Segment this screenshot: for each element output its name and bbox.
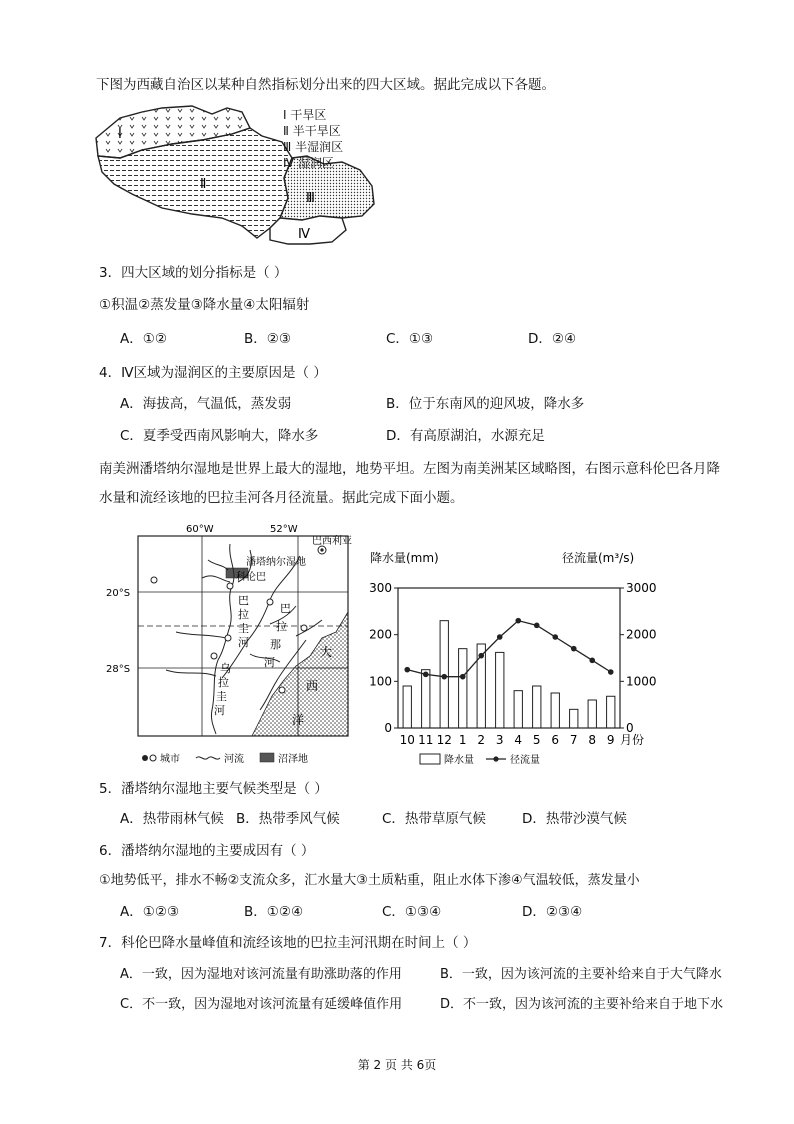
q5-stem: 5．潘塔纳尔湿地主要气候类型是（ ） [99,781,328,797]
q3-items: ①积温②蒸发量③降水量④太阳辐射 [99,297,310,313]
runoff-point [478,653,484,659]
label-paraguay-1: 巴 [238,594,249,607]
q3-option-a[interactable]: A．①② [120,331,167,347]
x-tick-label: 2 [477,733,486,747]
precip-bar [588,700,596,728]
runoff-point [515,618,521,624]
x-tick-label: 5 [532,733,541,747]
precip-bar [403,686,411,728]
runoff-point [460,674,466,680]
region-label-iii: Ⅲ [306,191,315,206]
region-label-ii: Ⅱ [200,177,207,192]
region-label-iv: Ⅳ [298,227,310,242]
left-tick-label: 0 [384,721,392,735]
chart-plot-frame [398,588,620,728]
label-atlantic-2: 西 [306,679,319,693]
lat-label-20s: 20°S [106,588,131,599]
runoff-point [497,634,503,640]
precip-bar [422,670,430,728]
left-tick-label: 300 [369,581,392,595]
precip-bar [551,693,559,728]
right-tick-label: 3000 [626,581,657,595]
label-paraguay-3: 圭 [238,622,249,635]
region-label-i: Ⅰ [118,127,122,142]
city-corumba [227,583,233,589]
x-tick-label: 3 [495,733,504,747]
x-tick-label: 11 [418,733,434,747]
q4-option-c[interactable]: C．夏季受西南风影响大，降水多 [120,428,319,444]
q5-option-d[interactable]: D．热带沙漠气候 [522,811,627,827]
chart-legend-precip: 降水量 [444,755,474,766]
label-uruguay-4: 河 [214,704,225,717]
label-paraguay-4: 河 [238,636,249,649]
intro-text-1: 下图为西藏自治区以某种自然指标划分出来的四大区域。据此完成以下各题。 [96,77,555,93]
legend-wetland: 沼泽地 [278,754,308,765]
label-pantanal: 潘塔纳尔湿地 [246,557,306,568]
intro-text-2-line2: 水量和流经该地的巴拉圭河各月径流量。据此完成下面小题。 [99,490,464,506]
page-footer: 第 2 页 共 6页 [357,1058,437,1072]
runoff-point [423,672,429,678]
q7-stem: 7．科伦巴降水量峰值和流经该地的巴拉圭河汛期在时间上（ ） [99,935,477,951]
tibet-legend-1: Ⅰ 干旱区 [283,108,327,122]
q4-stem: 4．Ⅳ区域为湿润区的主要原因是（ ） [99,365,327,381]
label-corumba: 科伦巴 [236,572,266,583]
q6-items: ①地势低平，排水不畅②支流众多，汇水量大③土质粘重，阻止水体下渗④气温较低，蒸发量小 [99,873,640,888]
left-tick-label: 100 [369,674,392,689]
x-tick-label: 6 [551,733,560,747]
runoff-line [407,621,611,677]
label-uruguay-1: 乌 [220,662,231,675]
legend-river: 河流 [224,754,244,765]
lon-label-60w: 60°W [186,524,214,535]
q3-option-b[interactable]: B．②③ [244,331,291,347]
chart-ylabel-left: 降水量(mm) [370,551,439,565]
x-tick-label: 4 [514,733,523,747]
south-america-map [100,520,360,772]
runoff-point [534,623,540,629]
intro-text-2-line1: 南美洲潘塔纳尔湿地是世界上最大的湿地，地势平坦。左图为南美洲某区域略图，右图示意科伦巴各月降 [99,461,720,477]
q5-option-a[interactable]: A．热带雨林气候 [120,811,224,827]
q5-option-c[interactable]: C．热带草原气候 [382,811,486,827]
x-tick-label: 12 [436,733,452,747]
q3-stem: 3．四大区域的划分指标是（ ） [99,265,288,281]
right-tick-label: 1000 [626,674,657,689]
label-parana-1: 巴 [280,602,291,615]
runoff-point [404,667,410,673]
label-atlantic-1: 大 [320,645,333,659]
tibet-region-map [92,98,392,250]
precip-bar [514,691,522,728]
q3-option-d[interactable]: D．②④ [528,331,577,347]
q5-option-b[interactable]: B．热带季风气候 [236,811,340,827]
left-tick-label: 200 [369,627,392,642]
q4-option-d[interactable]: D．有高原湖泊，水源充足 [386,428,545,444]
runoff-point [608,669,614,675]
q7-option-c[interactable]: C．不一致，因为湿地对该河流量有延缓峰值作用 [120,997,403,1012]
x-tick-label: 8 [588,733,597,747]
label-parana-4: 河 [264,656,275,669]
lon-label-52w: 52°W [270,524,298,535]
tibet-legend-3: Ⅲ 半湿润区 [283,140,344,154]
q6-stem: 6．潘塔纳尔湿地的主要成因有（ ） [99,843,315,859]
chart-xlabel: 月份 [620,733,645,747]
legend-city: 城市 [160,754,180,765]
runoff-point [589,658,595,664]
q6-option-b[interactable]: B．①②④ [244,904,304,920]
q6-option-c[interactable]: C．①③④ [382,904,442,920]
precip-bar [496,652,504,728]
chart-legend-runoff: 径流量 [510,755,540,766]
label-uruguay-3: 圭 [216,690,227,703]
runoff-point [571,646,577,652]
right-tick-label: 0 [626,721,634,735]
q4-option-a[interactable]: A．海拔高，气温低，蒸发弱 [120,396,292,412]
q6-option-a[interactable]: A．①②③ [120,904,180,920]
label-brasilia: 巴西利亚 [312,536,352,547]
label-parana-3: 那 [270,638,281,651]
x-tick-label: 1 [458,733,467,747]
runoff-point [552,634,558,640]
precip-bar [533,686,541,728]
q7-option-a[interactable]: A．一致，因为湿地对该河流量有助涨助落的作用 [120,967,402,982]
precip-bar [607,696,615,728]
q7-option-d[interactable]: D．不一致，因为该河流的主要补给来自于地下水 [440,997,724,1012]
chart-ylabel-right: 径流量(m³/s) [562,551,635,565]
label-paraguay-2: 拉 [238,608,249,621]
right-tick-label: 2000 [626,627,657,642]
x-tick-label: 7 [569,733,578,747]
label-parana-2: 拉 [276,620,287,633]
tibet-legend-4: Ⅳ 湿润区 [283,156,334,170]
tibet-legend-2: Ⅱ 半干旱区 [283,124,341,138]
corumba-climate-chart [362,548,692,770]
q6-option-d[interactable]: D．②③④ [522,904,583,920]
x-tick-label: 10 [399,733,415,747]
x-tick-label: 9 [606,733,615,747]
label-atlantic-3: 洋 [292,713,305,727]
precip-bar [570,709,578,728]
runoff-point [441,674,447,680]
q4-option-b[interactable]: B．位于东南风的迎风坡，降水多 [386,396,585,412]
lat-label-28s: 28°S [106,664,131,675]
q7-option-b[interactable]: B．一致，因为该河流的主要补给来自于大气降水 [440,967,722,982]
precip-bar [459,649,467,728]
label-uruguay-2: 拉 [218,676,229,689]
q3-option-c[interactable]: C．①③ [386,331,434,347]
